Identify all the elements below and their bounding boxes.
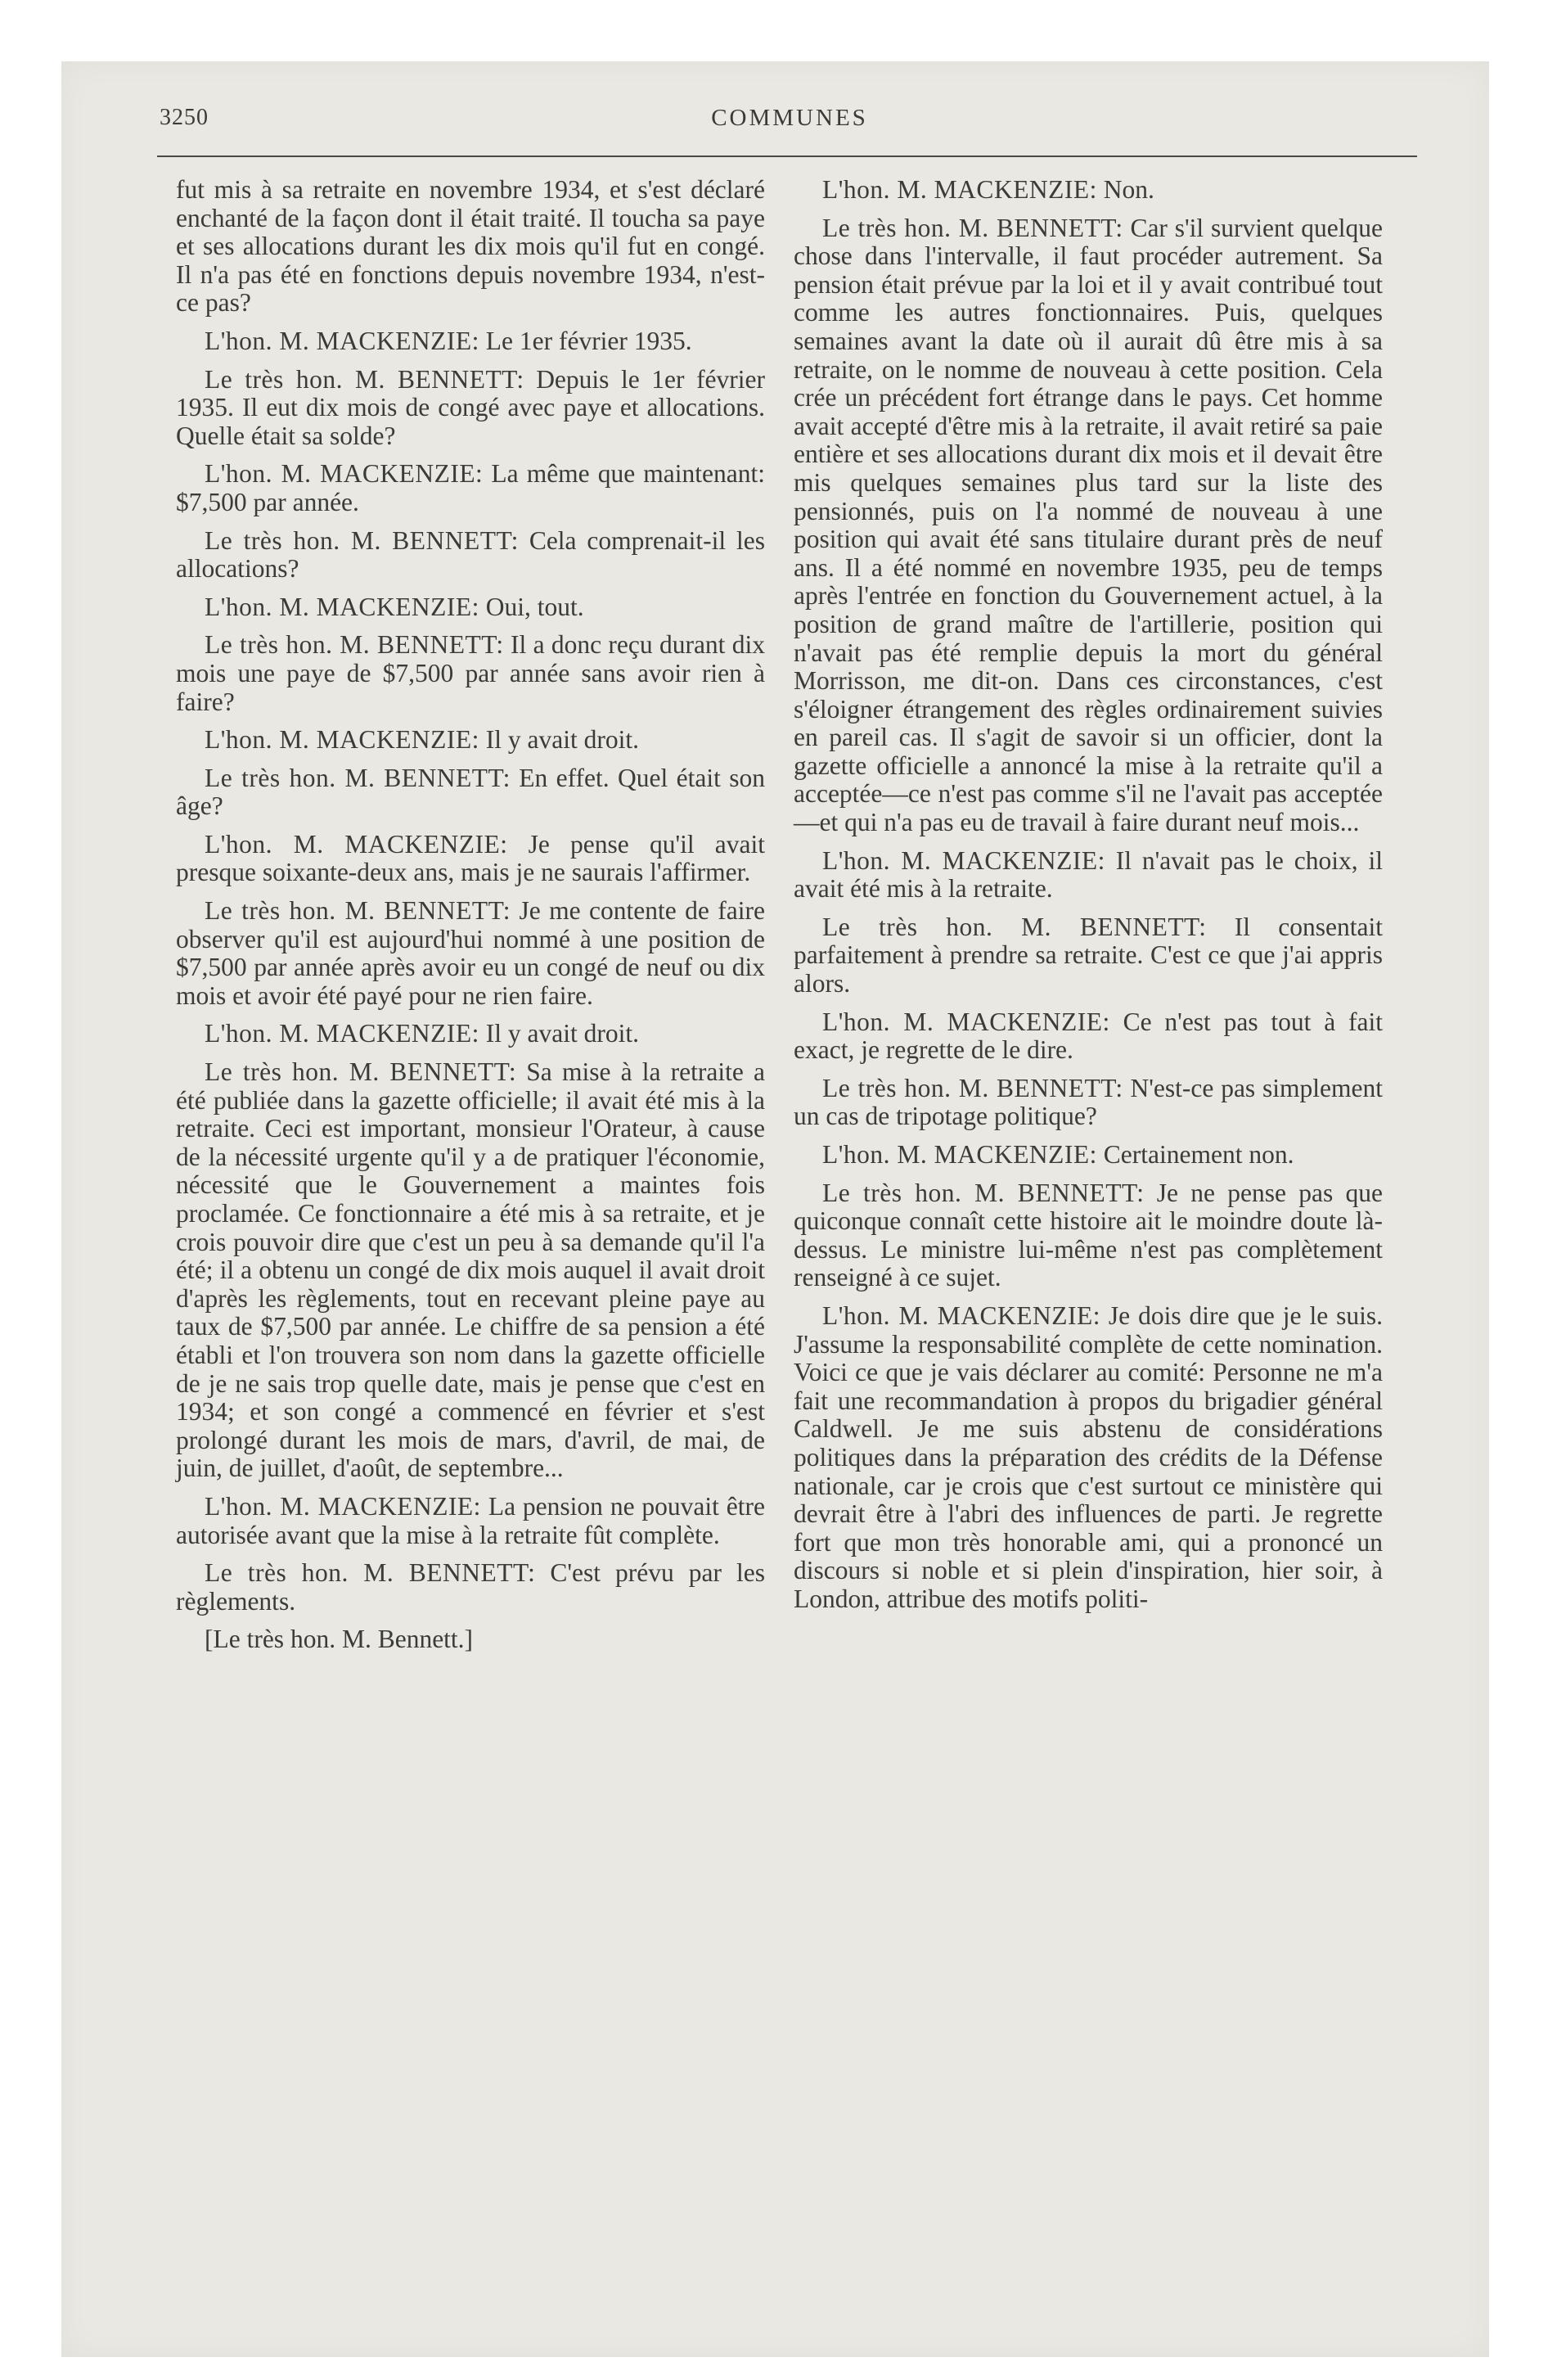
paragraph — [176, 1493, 765, 1549]
speaker-name: Le très hon. M. BENNETT: — [205, 763, 511, 792]
speech-text: La même que maintenant: $7,500 par année. — [176, 459, 765, 516]
speaker-name: L'hon. M. MACKENZIE: — [822, 175, 1097, 204]
speaker-name: Le très hon. M. BENNETT: — [205, 1558, 536, 1588]
speaker-name: Le très hon. M. BENNETT: — [205, 525, 519, 555]
speech-text: C'est prévu par les règlements. — [176, 1558, 765, 1616]
speaker-name: Le très hon. M. BENNETT: — [822, 1178, 1145, 1207]
paragraph — [176, 460, 765, 516]
right-column — [794, 176, 1383, 1624]
running-title: COMMUNES — [711, 105, 868, 131]
speaker-name: L'hon. M. MACKENZIE: — [205, 829, 508, 859]
speech-text: Depuis le 1er février 1935. Il eut dix mois de congé avec paye et allocations. Quelle était sa solde? — [176, 364, 765, 450]
paragraph — [794, 847, 1383, 904]
header-rule — [157, 156, 1417, 157]
speaker-name: L'hon. M. MACKENZIE: — [205, 326, 479, 355]
speech-text: Le 1er février 1935. — [485, 326, 692, 355]
paragraph — [794, 176, 1383, 205]
speech-text: Il y avait droit. — [485, 725, 639, 755]
paragraph — [176, 831, 765, 887]
speaker-name: L'hon. M. MACKENZIE: — [205, 459, 484, 489]
left-column — [176, 176, 765, 1664]
paragraph — [176, 327, 765, 356]
paragraph — [176, 176, 765, 318]
paragraph — [794, 1179, 1383, 1292]
paragraph — [794, 1141, 1383, 1170]
paragraph — [176, 1058, 765, 1483]
paragraph — [176, 1020, 765, 1048]
speech-text: Non. — [1103, 175, 1154, 204]
speech-text: Sa mise à la retraite a été publiée dans la gazette officielle; il avait été mis à la retraite. Ceci est important, monsieur l'Orateur, à cause de la nécessité urgente qu'il y a de pratiquer l'économie, nécessité que le Gouvernement a maintes fois proclamée. Ce fonctionnaire a été mis à sa retraite, et je crois pouvoir dire que c'est un peu à sa demande qu'il l'a été; il a obtenu un congé de dix mois auquel il avait droit d'après les règlements, tout en recevant pleine paye au taux de $7,500 par année. Le chiffre de sa pension a été établi et l'on trouvera son nom dans la gazette officielle de je ne sais trop quelle date, mais je pense que c'est en 1934; et son congé a commencé en février et s'est prolongé durant les mois de mars, d'avril, de mai, de juin, de juillet, d'août, de septembre... — [176, 1057, 766, 1483]
speaker-name: Le très hon. M. BENNETT: — [822, 912, 1207, 941]
speech-text: Il y avait droit. — [485, 1019, 639, 1048]
speech-text: fut mis à sa retraite en novembre 1934, et s'est déclaré enchanté de la façon dont il était traité. Il toucha sa paye et ses allocations durant les dix mois qu'il fut en congé. Il n'a pas été en fonctions depuis novembre 1934, n'est-ce pas? — [176, 175, 765, 318]
paragraph — [794, 1302, 1383, 1614]
speaker-name: L'hon. M. MACKENZIE: — [822, 1140, 1097, 1169]
speech-text: Je pense qu'il avait presque soixante-deux ans, mais je ne saurais l'affirmer. — [176, 829, 766, 887]
speech-text: Il consentait parfaitement à prendre sa retraite. C'est ce que j'ai appris alors. — [794, 912, 1383, 998]
paragraph — [176, 1559, 765, 1616]
paragraph — [176, 366, 765, 451]
paragraph — [176, 897, 765, 1010]
speech-text: Ce n'est pas tout à fait exact, je regrette de le dire. — [794, 1007, 1384, 1065]
speaker-name: L'hon. M. MACKENZIE: — [822, 1007, 1110, 1036]
paragraph — [176, 764, 765, 821]
speech-text: Car s'il survient quelque chose dans l'intervalle, il faut procéder autrement. Sa pension était prévue par la loi et il y avait contribué tout comme les autres fonctionnaires. Puis, quelques semaines avant la date où il aurait dû être mis à sa retraite, on le nomme de nouveau à cette position. Cela crée un précédent fort étrange dans le pays. Cet homme avait accepté d'être mis à la retraite, il avait retiré sa paie entière et ses allocations durant dix mois et il devait être mis quelques semaines plus tard sur la liste des pensionnés, puis on l'a nommé de nouveau à une position qui avait été sans titulaire durant près de neuf ans. Il a été nommé en novembre 1935, peu de temps après l'entrée en fonction du Gouvernement actuel, à la position de grand maître de l'artillerie, position qui n'avait pas été remplie depuis la mort du général Morrisson, me dit-on. Dans ces circonstances, c'est s'éloigner étrangement des règles ordinairement suivies en pareil cas. Il s'agit de savoir si un officier, dont la gazette officielle a annoncé la mise à la retraite qu'il a acceptée—ce n'est pas comme s'il ne l'avait pas acceptée—et qui n'a pas eu de travail à faire durant neuf mois... — [794, 213, 1383, 837]
speech-text: La pension ne pouvait être autorisée avant que la mise à la retraite fût complète. — [176, 1491, 766, 1549]
speech-text: Oui, tout. — [485, 592, 584, 621]
page-number: 3250 — [160, 105, 209, 130]
speaker-name: Le très hon. M. BENNETT: — [822, 213, 1123, 242]
speech-text: Certainement non. — [1103, 1140, 1294, 1169]
paragraph — [176, 593, 765, 622]
speech-text: Je ne pense pas que quiconque connaît cette histoire ait le moindre doute là-dessus. Le ministre lui-même n'est pas complètement renseigné à ce sujet. — [794, 1178, 1384, 1292]
speaker-footnote: [Le très hon. M. Bennett.] — [205, 1625, 474, 1654]
page-header — [160, 105, 1420, 146]
speaker-name: L'hon. M. MACKENZIE: — [822, 845, 1105, 875]
paragraph — [794, 1008, 1383, 1065]
speech-text: En effet. Quel était son âge? — [176, 763, 766, 821]
paragraph — [794, 214, 1383, 837]
speech-text: Il n'avait pas le choix, il avait été mis à la retraite. — [794, 845, 1383, 904]
speaker-name: Le très hon. M. BENNETT: — [205, 896, 511, 926]
speaker-name: Le très hon. M. BENNETT: — [205, 1057, 517, 1087]
speech-text: Je me contente de faire observer qu'il est aujourd'hui nommé à une position de $7,500 par année après avoir eu un congé de neuf ou dix mois et avoir été payé pour ne rien faire. — [176, 896, 765, 1010]
speaker-name: Le très hon. M. BENNETT: — [822, 1073, 1123, 1102]
speaker-name: Le très hon. M. BENNETT: — [205, 630, 504, 660]
speaker-name: Le très hon. M. BENNETT: — [205, 364, 524, 394]
paragraph — [176, 726, 765, 755]
speaker-name: L'hon. M. MACKENZIE: — [205, 1019, 479, 1048]
speech-text: Cela comprenait-il les allocations? — [176, 525, 765, 584]
paragraph — [794, 1075, 1383, 1131]
paragraph — [176, 631, 765, 716]
speech-text: Il a donc reçu durant dix mois une paye de $7,500 par année sans avoir rien à faire? — [176, 630, 765, 716]
speaker-name: L'hon. M. MACKENZIE: — [205, 1491, 481, 1521]
paragraph — [794, 913, 1383, 998]
speaker-name: L'hon. M. MACKENZIE: — [205, 592, 479, 621]
speech-text: Je dois dire que je le suis. J'assume la responsabilité complète de cette nomination. Voici ce que je vais déclarer au comité: Personne ne m'a fait une recommandation à propos du brigadier général Caldwell. Je me suis abstenu de considérations politiques dans la préparation des crédits de la Défense nationale, car je crois que c'est surtout ce ministère qui devrait être à l'abri des influences de parti. Je regrette fort que mon très honorable ami, qui a prononcé un discours si noble et si plein d'inspiration, hier soir, à London, attribue des motifs politi- — [794, 1300, 1383, 1613]
paragraph — [176, 527, 765, 584]
speaker-name: L'hon. M. MACKENZIE: — [822, 1300, 1100, 1330]
speaker-name: L'hon. M. MACKENZIE: — [205, 725, 479, 755]
speech-text: N'est-ce pas simplement un cas de tripotage politique? — [794, 1073, 1383, 1131]
